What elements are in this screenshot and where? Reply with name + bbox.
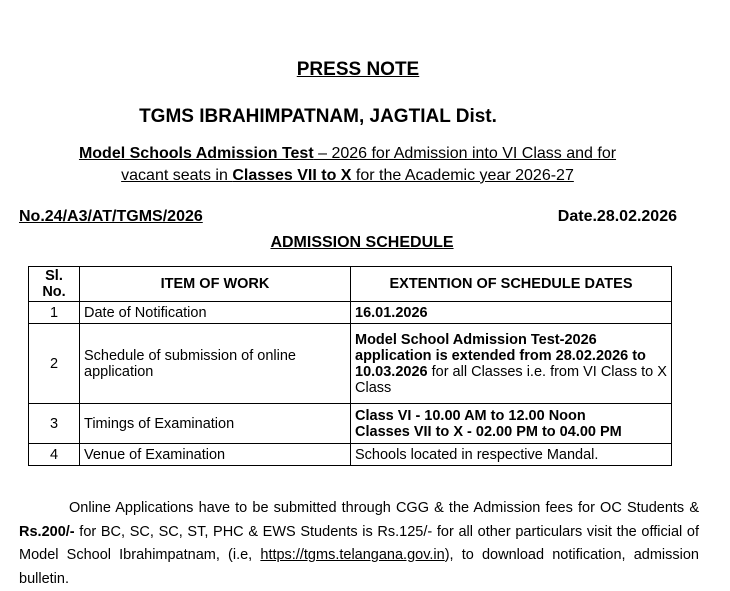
row-no: 4 bbox=[29, 444, 80, 466]
subject-text-1: – 2026 for Admission into VI Class and for bbox=[313, 145, 617, 162]
subject-text-3: for the Academic year 2026-27 bbox=[351, 167, 574, 184]
row-date: 16.01.2026 bbox=[351, 302, 672, 324]
header-slno: Sl. No. bbox=[29, 267, 80, 302]
row-date: Class VI - 10.00 AM to 12.00 Noon Classes VII to X - 02.00 PM to 04.00 PM bbox=[351, 404, 672, 444]
row-date: Model School Admission Test-2026 application is extended from 28.02.2026 to 10.03.2026 for all Classes i.e. from VI Class to X Class bbox=[351, 324, 672, 404]
reference-date: Date.28.02.2026 bbox=[557, 208, 677, 225]
subject-bold-2: Classes VII to X bbox=[232, 167, 352, 184]
row-item: Schedule of submission of online application bbox=[80, 324, 351, 404]
footer-paragraph: Online Applications have to be submitted through CGG & the Admission fees for OC Students & Rs.200/- for BC, SC, SC, ST, PHC & EWS Students is Rs.125/- for all other particulars visit the official of Model School Ibrahimpatnam, (i.e, https://tgms.telangana.gov.in), to download notification, admission bulletin. bbox=[19, 500, 699, 587]
school-name: TGMS IBRAHIMPATNAM, JAGTIAL Dist. bbox=[139, 106, 497, 127]
table-row bbox=[29, 444, 672, 466]
row-item: Date of Notification bbox=[80, 302, 351, 324]
header-item: ITEM OF WORK bbox=[80, 267, 351, 302]
fee-amount: Rs.200/- bbox=[19, 523, 75, 540]
row-item: Timings of Examination bbox=[80, 404, 351, 444]
row-date: Schools located in respective Mandal. bbox=[351, 444, 672, 466]
row-no: 3 bbox=[29, 404, 80, 444]
table-row bbox=[29, 404, 672, 444]
table-row bbox=[29, 302, 672, 324]
subject-text-2: vacant seats in bbox=[121, 167, 233, 184]
table-row bbox=[29, 324, 672, 404]
website-link[interactable]: https://tgms.telangana.gov.in bbox=[260, 547, 445, 563]
subject-bold-1: Model Schools Admission Test bbox=[78, 145, 314, 162]
reference-number: No.24/A3/AT/TGMS/2026 bbox=[19, 208, 203, 225]
header-dates: EXTENTION OF SCHEDULE DATES bbox=[351, 267, 672, 302]
schedule-table bbox=[28, 266, 672, 466]
row-no: 2 bbox=[29, 324, 80, 404]
subject bbox=[40, 143, 655, 187]
table-header-row bbox=[29, 267, 672, 302]
schedule-title: ADMISSION SCHEDULE bbox=[270, 234, 454, 251]
press-note-title: PRESS NOTE bbox=[296, 59, 420, 80]
row-no: 1 bbox=[29, 302, 80, 324]
row-item: Venue of Examination bbox=[80, 444, 351, 466]
